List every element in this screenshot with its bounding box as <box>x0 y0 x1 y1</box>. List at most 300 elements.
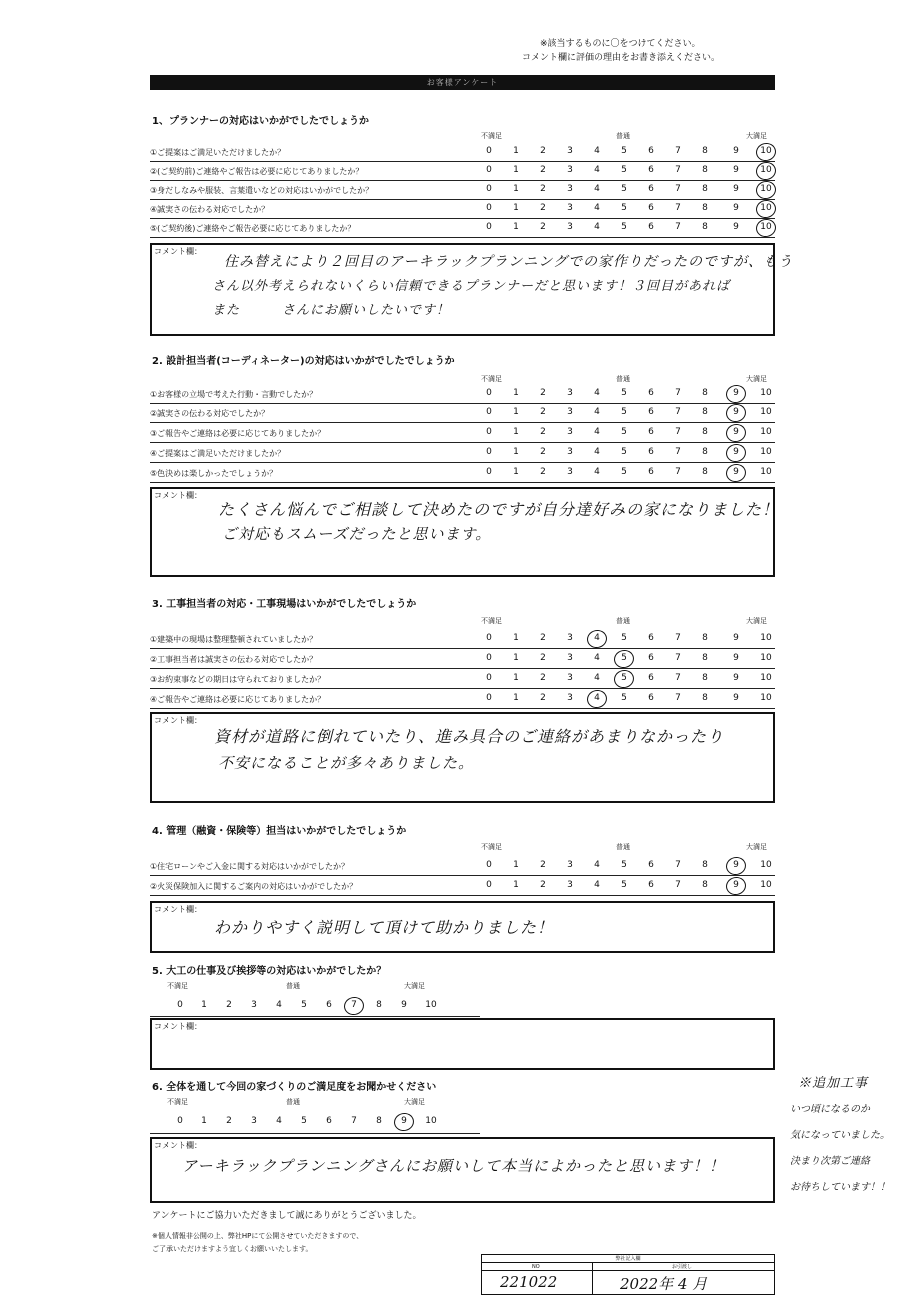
scale-number[interactable]: 3 <box>251 1116 257 1126</box>
scale-number[interactable]: 1 <box>201 1116 207 1126</box>
scale-number[interactable]: 0 <box>486 880 492 890</box>
instruction-note-2: コメント欄に評価の理由をお書き添えください。 <box>522 53 721 63</box>
question-row <box>150 464 775 483</box>
scale-number[interactable]: 3 <box>567 222 573 232</box>
handwritten-comment-line: さん以外考えられないくらい信頼できるプランナーだと思います！３回目があれば <box>212 279 731 294</box>
scale-number[interactable]: 6 <box>648 146 654 156</box>
rating-scale-5 <box>0 997 500 1017</box>
scale-number[interactable]: 1 <box>513 447 519 457</box>
scale-number[interactable]: 9 <box>733 447 739 457</box>
scale-number[interactable]: 8 <box>702 693 708 703</box>
scale-number[interactable]: 7 <box>675 673 681 683</box>
scale-number[interactable]: 10 <box>760 880 772 890</box>
scale-number[interactable]: 3 <box>567 693 573 703</box>
scale-number[interactable]: 7 <box>675 653 681 663</box>
scale-high-label: 大満足 <box>746 375 767 383</box>
scale-number[interactable]: 8 <box>702 203 708 213</box>
scale-number[interactable]: 8 <box>702 467 708 477</box>
scale-number[interactable]: 3 <box>567 427 573 437</box>
comment-label: コメント欄： <box>154 247 202 256</box>
scale-number[interactable]: 8 <box>702 184 708 194</box>
scale-number[interactable]: 7 <box>675 165 681 175</box>
scale-number[interactable]: 5 <box>301 1116 307 1126</box>
handwritten-comment-line: 不安になることが多々ありました。 <box>218 754 475 772</box>
scale-number[interactable]: 1 <box>513 388 519 398</box>
scale-number[interactable]: 2 <box>540 165 546 175</box>
scale-number[interactable]: 5 <box>621 860 627 870</box>
selected-rating-circle <box>754 217 777 239</box>
scale-number[interactable]: 3 <box>251 1000 257 1010</box>
scale-number[interactable]: 4 <box>594 673 600 683</box>
scale-number[interactable]: 3 <box>567 203 573 213</box>
scale-number[interactable]: 4 <box>594 146 600 156</box>
section-title-5: 5. 大工の仕事及び挨拶等の対応はいかがでしたか？ <box>152 966 387 977</box>
scale-number[interactable]: 6 <box>648 467 654 477</box>
scale-number[interactable]: 8 <box>702 146 708 156</box>
scale-number[interactable]: 7 <box>675 146 681 156</box>
selected-rating-circle <box>724 422 747 444</box>
scale-number[interactable]: 9 <box>733 673 739 683</box>
side-note-line: 気になっていました。 <box>790 1130 890 1141</box>
scale-number[interactable]: 2 <box>540 146 546 156</box>
scale-number[interactable]: 10 <box>760 388 772 398</box>
scale-number[interactable]: 10 <box>760 184 772 194</box>
scale-number[interactable]: 2 <box>540 673 546 683</box>
scale-number[interactable]: 1 <box>513 633 519 643</box>
scale-number[interactable]: 0 <box>486 673 492 683</box>
scale-number[interactable]: 10 <box>425 1116 437 1126</box>
scale-number[interactable]: 7 <box>675 388 681 398</box>
scale-number[interactable]: 9 <box>733 693 739 703</box>
scale-high-label: 大満足 <box>746 617 767 625</box>
scale-number[interactable]: 0 <box>486 222 492 232</box>
scale-number[interactable]: 3 <box>567 653 573 663</box>
comment-label: コメント欄： <box>154 716 202 725</box>
scale-number[interactable]: 4 <box>594 467 600 477</box>
question-row <box>150 650 775 669</box>
scale-number[interactable]: 2 <box>540 427 546 437</box>
scale-high-label: 大満足 <box>746 132 767 140</box>
scale-number[interactable]: 0 <box>486 203 492 213</box>
scale-number[interactable]: 6 <box>648 222 654 232</box>
scale-number[interactable]: 8 <box>702 427 708 437</box>
scale-number[interactable]: 10 <box>760 165 772 175</box>
question-label: ②火災保険加入に関するご案内の対応はいかがでしたか？ <box>150 882 358 891</box>
scale-number[interactable]: 0 <box>177 1000 183 1010</box>
scale-number[interactable]: 8 <box>702 165 708 175</box>
handwritten-comment-line: 住み替えにより２回目のアーキラックプランニングでの家作りだったのですが、もう <box>224 254 794 270</box>
question-row <box>150 877 775 896</box>
question-label: ④ご報告やご連絡は必要に応じてありましたか？ <box>150 695 326 704</box>
scale-number[interactable]: 1 <box>513 184 519 194</box>
question-label: ①お客様の立場で考えた行動・言動でしたか？ <box>150 390 318 399</box>
scale-number[interactable]: 0 <box>486 467 492 477</box>
scale-number[interactable]: 4 <box>594 693 600 703</box>
comment-box-4 <box>150 901 775 953</box>
scale-number[interactable]: 1 <box>513 653 519 663</box>
handwritten-comment-line: アーキラックプランニングさんにお願いして本当によかったと思います！！ <box>182 1157 725 1175</box>
scale-number[interactable]: 6 <box>648 165 654 175</box>
scale-low-label: 不満足 <box>481 843 502 851</box>
scale-mid-label: 普通 <box>286 1098 300 1106</box>
question-label: ①ご提案はご満足いただけましたか？ <box>150 148 286 157</box>
side-note-line: いつ頃になるのか <box>790 1104 870 1115</box>
scale-number[interactable]: 4 <box>594 165 600 175</box>
question-row <box>150 670 775 689</box>
survey-title-bar: お客様アンケート <box>150 75 775 90</box>
scale-number[interactable]: 0 <box>486 653 492 663</box>
scale-number[interactable]: 0 <box>486 633 492 643</box>
scale-number[interactable]: 8 <box>702 860 708 870</box>
scale-number[interactable]: 4 <box>276 1000 282 1010</box>
scale-number[interactable]: 6 <box>648 860 654 870</box>
divider-line <box>150 1016 480 1017</box>
scale-number[interactable]: 6 <box>326 1116 332 1126</box>
scale-number[interactable]: 10 <box>760 860 772 870</box>
handwritten-comment-line: また さんにお願いしたいです！ <box>212 303 451 318</box>
rating-scale-6 <box>0 1113 500 1133</box>
scale-number[interactable]: 3 <box>567 165 573 175</box>
scale-low-label: 不満足 <box>167 1098 188 1106</box>
scale-number[interactable]: 0 <box>486 184 492 194</box>
scale-number[interactable]: 5 <box>621 693 627 703</box>
comment-box-6 <box>150 1137 775 1203</box>
scale-number[interactable]: 1 <box>513 427 519 437</box>
office-use-subheader <box>482 1263 774 1271</box>
scale-number[interactable]: 7 <box>351 1116 357 1126</box>
scale-number[interactable]: 3 <box>567 880 573 890</box>
comment-label: コメント欄： <box>154 1022 202 1031</box>
scale-number[interactable]: 2 <box>226 1000 232 1010</box>
selected-rating-circle <box>724 855 747 877</box>
scale-number[interactable]: 8 <box>702 673 708 683</box>
scale-number[interactable]: 5 <box>621 633 627 643</box>
scale-number[interactable]: 5 <box>621 146 627 156</box>
question-label: ①住宅ローンやご入金に関する対応はいかがでしたか？ <box>150 862 350 871</box>
selected-rating-circle <box>392 1111 415 1133</box>
handwritten-comment-line: わかりやすく説明して頂けて助かりました！ <box>214 918 555 937</box>
scale-number[interactable]: 6 <box>648 633 654 643</box>
question-row <box>150 424 775 443</box>
scale-number[interactable]: 1 <box>513 880 519 890</box>
scale-number[interactable]: 9 <box>401 1000 407 1010</box>
question-row <box>150 385 775 404</box>
scale-number[interactable]: 2 <box>540 653 546 663</box>
scale-number[interactable]: 3 <box>567 673 573 683</box>
scale-number[interactable]: 0 <box>486 407 492 417</box>
scale-number[interactable]: 9 <box>733 880 739 890</box>
question-row <box>150 219 775 238</box>
scale-number[interactable]: 8 <box>702 388 708 398</box>
scale-number[interactable]: 10 <box>760 203 772 213</box>
question-row <box>150 143 775 162</box>
section-title-4: 4. 管理（融資・保険等）担当はいかがでしたでしょうか <box>152 826 407 837</box>
scale-number[interactable]: 7 <box>675 880 681 890</box>
office-use-box <box>481 1254 775 1295</box>
scale-number[interactable]: 6 <box>648 388 654 398</box>
scale-number[interactable]: 6 <box>648 203 654 213</box>
scale-number[interactable]: 7 <box>675 693 681 703</box>
question-label: ②誠実さの伝わる対応でしたか？ <box>150 409 270 418</box>
question-row <box>150 404 775 423</box>
handover-label: お引渡し <box>672 1264 693 1270</box>
scale-number[interactable]: 1 <box>201 1000 207 1010</box>
scale-number[interactable]: 9 <box>733 427 739 437</box>
scale-number[interactable]: 4 <box>594 184 600 194</box>
scale-number[interactable]: 8 <box>702 407 708 417</box>
handwritten-comment-line: 資材が道路に倒れていたり、進み具合のご連絡があまりなかったり <box>214 727 725 746</box>
scale-number[interactable]: 8 <box>702 880 708 890</box>
scale-number[interactable]: 1 <box>513 146 519 156</box>
section-title-1: 1、プランナーの対応はいかがでしたでしょうか <box>152 116 369 127</box>
selected-rating-circle <box>612 668 635 690</box>
privacy-note-2: ご了承いただけますよう宜しくお願いいたします。 <box>152 1245 313 1253</box>
scale-number[interactable]: 3 <box>567 467 573 477</box>
scale-number[interactable]: 3 <box>567 388 573 398</box>
scale-number[interactable]: 6 <box>648 427 654 437</box>
scale-number[interactable]: 5 <box>621 407 627 417</box>
scale-number[interactable]: 10 <box>760 673 772 683</box>
scale-number[interactable]: 6 <box>648 447 654 457</box>
scale-number[interactable]: 8 <box>376 1000 382 1010</box>
scale-number[interactable]: 6 <box>326 1000 332 1010</box>
scale-high-label: 大満足 <box>404 982 425 990</box>
scale-number[interactable]: 1 <box>513 673 519 683</box>
selected-rating-circle <box>342 995 365 1017</box>
scale-mid-label: 普通 <box>616 375 630 383</box>
scale-number[interactable]: 0 <box>486 447 492 457</box>
scale-high-label: 大満足 <box>746 843 767 851</box>
scale-number[interactable]: 2 <box>540 388 546 398</box>
scale-number[interactable]: 5 <box>621 184 627 194</box>
scale-number[interactable]: 1 <box>513 467 519 477</box>
scale-mid-label: 普通 <box>616 132 630 140</box>
scale-number[interactable]: 6 <box>648 407 654 417</box>
scale-number[interactable]: 6 <box>648 673 654 683</box>
scale-number[interactable]: 2 <box>540 467 546 477</box>
selected-rating-circle <box>612 648 635 670</box>
scale-number[interactable]: 7 <box>675 407 681 417</box>
scale-number[interactable]: 9 <box>733 146 739 156</box>
selected-rating-circle <box>754 179 777 201</box>
scale-number[interactable]: 3 <box>567 860 573 870</box>
scale-number[interactable]: 0 <box>177 1116 183 1126</box>
scale-number[interactable]: 3 <box>567 146 573 156</box>
thanks-message: アンケートにご協力いただきまして誠にありがとうございました。 <box>152 1211 422 1221</box>
scale-number[interactable]: 8 <box>702 447 708 457</box>
scale-number[interactable]: 5 <box>621 388 627 398</box>
scale-number[interactable]: 9 <box>733 203 739 213</box>
selected-rating-circle <box>585 628 608 650</box>
scale-number[interactable]: 3 <box>567 633 573 643</box>
scale-number[interactable]: 4 <box>594 222 600 232</box>
side-note-line: お待ちしています！！ <box>790 1182 890 1193</box>
scale-number[interactable]: 4 <box>594 203 600 213</box>
scale-number[interactable]: 9 <box>733 184 739 194</box>
scale-number[interactable]: 1 <box>513 222 519 232</box>
scale-number[interactable]: 7 <box>675 184 681 194</box>
scale-number[interactable]: 10 <box>760 407 772 417</box>
scale-number[interactable]: 6 <box>648 184 654 194</box>
scale-number[interactable]: 4 <box>594 447 600 457</box>
handwritten-comment-line: たくさん悩んでご相談して決めたのですが自分達好みの家になりました！ <box>218 500 780 519</box>
question-row <box>150 200 775 219</box>
scale-number[interactable]: 4 <box>594 388 600 398</box>
scale-number[interactable]: 7 <box>675 860 681 870</box>
comment-label: コメント欄： <box>154 1141 202 1150</box>
scale-number[interactable]: 0 <box>486 693 492 703</box>
scale-number[interactable]: 9 <box>733 653 739 663</box>
selected-rating-circle <box>724 383 747 405</box>
scale-number[interactable]: 10 <box>760 633 772 643</box>
scale-number[interactable]: 1 <box>513 203 519 213</box>
scale-number[interactable]: 2 <box>226 1116 232 1126</box>
scale-number[interactable]: 4 <box>594 407 600 417</box>
scale-number[interactable]: 10 <box>760 146 772 156</box>
selected-rating-circle <box>724 442 747 464</box>
scale-number[interactable]: 4 <box>594 427 600 437</box>
scale-number[interactable]: 4 <box>276 1116 282 1126</box>
section-title-2: 2. 設計担当者(コーディネーター)の対応はいかがでしたでしょうか <box>152 356 455 367</box>
scale-mid-label: 普通 <box>286 982 300 990</box>
scale-number[interactable]: 2 <box>540 693 546 703</box>
scale-number[interactable]: 9 <box>733 222 739 232</box>
scale-number[interactable]: 5 <box>621 880 627 890</box>
scale-number[interactable]: 10 <box>760 222 772 232</box>
scale-number[interactable]: 3 <box>567 447 573 457</box>
comment-box-2 <box>150 487 780 577</box>
selected-rating-circle <box>754 160 777 182</box>
no-label: NO <box>532 1264 540 1270</box>
privacy-note-1: ※個人情報非公開の上、弊社HPにて公開させていただきますので、 <box>152 1232 364 1240</box>
scale-number[interactable]: 0 <box>486 165 492 175</box>
selected-rating-circle <box>724 875 747 897</box>
scale-number[interactable]: 2 <box>540 860 546 870</box>
scale-number[interactable]: 1 <box>513 860 519 870</box>
scale-number[interactable]: 5 <box>621 165 627 175</box>
scale-number[interactable]: 7 <box>675 222 681 232</box>
scale-number[interactable]: 9 <box>733 388 739 398</box>
scale-number[interactable]: 2 <box>540 184 546 194</box>
scale-number[interactable]: 2 <box>540 880 546 890</box>
scale-mid-label: 普通 <box>616 843 630 851</box>
question-label: ⑤(ご契約後)ご連絡やご報告必要に応じてありましたか？ <box>150 224 356 233</box>
scale-number[interactable]: 8 <box>376 1116 382 1126</box>
handwritten-comment-line: ご対応もスムーズだったと思います。 <box>222 525 492 543</box>
scale-number[interactable]: 4 <box>594 653 600 663</box>
question-label: ④ご提案はご満足いただけましたか？ <box>150 449 286 458</box>
scale-number[interactable]: 5 <box>621 222 627 232</box>
scale-number[interactable]: 2 <box>540 203 546 213</box>
record-number: 221022 <box>500 1273 558 1291</box>
scale-number[interactable]: 0 <box>486 427 492 437</box>
divider-line <box>150 1133 480 1134</box>
scale-number[interactable]: 5 <box>621 447 627 457</box>
scale-number[interactable]: 9 <box>733 407 739 417</box>
scale-number[interactable]: 2 <box>540 222 546 232</box>
scale-number[interactable]: 3 <box>567 184 573 194</box>
scale-mid-label: 普通 <box>616 617 630 625</box>
scale-number[interactable]: 10 <box>760 447 772 457</box>
question-row <box>150 162 775 181</box>
scale-number[interactable]: 7 <box>675 427 681 437</box>
scale-number[interactable]: 0 <box>486 860 492 870</box>
scale-number[interactable]: 7 <box>675 447 681 457</box>
scale-number[interactable]: 5 <box>621 467 627 477</box>
scale-number[interactable]: 1 <box>513 165 519 175</box>
question-label: ②工事担当者は誠実さの伝わる対応でしたか？ <box>150 655 318 664</box>
scale-number[interactable]: 4 <box>594 633 600 643</box>
scale-number[interactable]: 7 <box>675 203 681 213</box>
scale-number[interactable]: 5 <box>621 673 627 683</box>
scale-number[interactable]: 6 <box>648 693 654 703</box>
scale-number[interactable]: 6 <box>648 880 654 890</box>
selected-rating-circle <box>754 141 777 163</box>
scale-number[interactable]: 9 <box>733 860 739 870</box>
scale-number[interactable]: 1 <box>513 407 519 417</box>
scale-number[interactable]: 4 <box>594 880 600 890</box>
scale-low-label: 不満足 <box>481 617 502 625</box>
scale-number[interactable]: 5 <box>301 1000 307 1010</box>
question-label: ④誠実さの伝わる対応でしたか？ <box>150 205 270 214</box>
scale-number[interactable]: 10 <box>760 427 772 437</box>
scale-number[interactable]: 5 <box>621 427 627 437</box>
scale-number[interactable]: 9 <box>733 467 739 477</box>
scale-number[interactable]: 10 <box>760 653 772 663</box>
scale-number[interactable]: 10 <box>760 467 772 477</box>
box-divider <box>592 1263 593 1294</box>
office-use-header: 弊社記入欄 <box>482 1255 774 1263</box>
scale-number[interactable]: 6 <box>648 653 654 663</box>
scale-number[interactable]: 8 <box>702 653 708 663</box>
scale-number[interactable]: 2 <box>540 447 546 457</box>
scale-number[interactable]: 7 <box>351 1000 357 1010</box>
selected-rating-circle <box>754 198 777 220</box>
scale-number[interactable]: 8 <box>702 222 708 232</box>
scale-number[interactable]: 10 <box>760 693 772 703</box>
scale-number[interactable]: 7 <box>675 633 681 643</box>
scale-number[interactable]: 0 <box>486 388 492 398</box>
question-row <box>150 181 775 200</box>
scale-number[interactable]: 5 <box>621 203 627 213</box>
scale-number[interactable]: 10 <box>425 1000 437 1010</box>
question-label: ②(ご契約前)ご連絡やご報告は必要に応じてありましたか？ <box>150 167 364 176</box>
question-row <box>150 690 775 709</box>
instruction-note-1: ※該当するものに〇をつけてください。 <box>540 39 701 49</box>
scale-number[interactable]: 9 <box>733 165 739 175</box>
scale-number[interactable]: 2 <box>540 633 546 643</box>
scale-number[interactable]: 7 <box>675 467 681 477</box>
comment-box-3 <box>150 712 775 803</box>
scale-number[interactable]: 8 <box>702 633 708 643</box>
side-handwritten-note <box>788 1072 918 1212</box>
side-note-line: ※追加工事 <box>798 1076 869 1091</box>
scale-number[interactable]: 9 <box>733 633 739 643</box>
handover-date: 2022年 4 月 <box>620 1275 708 1293</box>
scale-number[interactable]: 2 <box>540 407 546 417</box>
scale-number[interactable]: 3 <box>567 407 573 417</box>
scale-number[interactable]: 4 <box>594 860 600 870</box>
question-label: ①建築中の現場は整理整頓されていましたか？ <box>150 635 318 644</box>
scale-number[interactable]: 0 <box>486 146 492 156</box>
scale-number[interactable]: 1 <box>513 693 519 703</box>
scale-high-label: 大満足 <box>404 1098 425 1106</box>
scale-number[interactable]: 5 <box>621 653 627 663</box>
comment-label: コメント欄： <box>154 905 202 914</box>
question-row <box>150 857 775 876</box>
question-row <box>150 630 775 649</box>
scale-number[interactable]: 9 <box>401 1116 407 1126</box>
